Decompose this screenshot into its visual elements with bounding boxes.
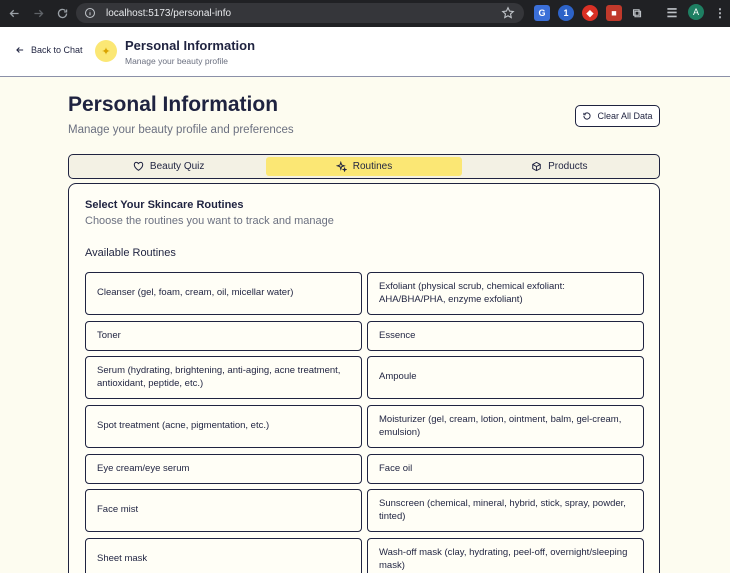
browser-toolbar — [0, 0, 730, 27]
header-title: Personal Information — [125, 38, 256, 53]
tab-list — [68, 154, 660, 179]
tab-label: Beauty Quiz — [149, 161, 205, 172]
routine-option-sunscreen[interactable]: Sunscreen (chemical, mineral, hybrid, stick, spray, powder, tinted) — [367, 489, 644, 532]
clear-all-data-label: Clear All Data — [597, 111, 653, 121]
routine-option-face-oil[interactable]: Face oil — [367, 454, 644, 484]
sparkles-icon — [336, 161, 347, 172]
box-icon — [531, 161, 542, 172]
tab-routines[interactable] — [266, 157, 461, 176]
arrow-left-icon — [15, 45, 25, 55]
routine-option-eye-cream[interactable]: Eye cream/eye serum — [85, 454, 362, 484]
profile-avatar[interactable]: A — [688, 4, 704, 20]
tab-label: Products — [548, 161, 588, 172]
bookmark-star-icon[interactable] — [501, 6, 515, 20]
tab-label: Routines — [352, 161, 393, 172]
more-menu-icon[interactable]: ⋮ — [714, 6, 726, 20]
extensions-puzzle-icon[interactable]: ⧉ — [632, 5, 642, 20]
reload-icon[interactable] — [52, 4, 72, 24]
routine-option-wash-off-mask[interactable]: Wash-off mask (clay, hydrating, peel-off, overnight/sleeping mask) — [367, 538, 644, 573]
page-subtitle: Manage your beauty profile and preferences — [68, 124, 294, 136]
back-to-chat-button[interactable] — [15, 45, 83, 55]
header-subtitle: Manage your beauty profile — [125, 56, 229, 66]
address-bar[interactable] — [76, 3, 524, 23]
routine-option-face-mist[interactable]: Face mist — [85, 489, 362, 532]
routine-option-ampoule[interactable]: Ampoule — [367, 356, 644, 399]
password-extension-icon[interactable]: 1 — [558, 5, 574, 21]
routine-option-sheet-mask[interactable]: Sheet mask — [85, 538, 362, 573]
back-arrow-icon[interactable] — [4, 4, 24, 24]
app-header — [0, 27, 730, 77]
sparkle-logo-icon: ✦ — [95, 40, 117, 62]
card-subtitle: Choose the routines you want to track and manage — [85, 215, 334, 227]
routines-card — [68, 183, 660, 573]
tab-products[interactable] — [462, 157, 657, 176]
available-routines-heading: Available Routines — [85, 247, 176, 259]
site-info-icon[interactable] — [83, 6, 97, 20]
routine-option-essence[interactable]: Essence — [367, 321, 644, 351]
heart-icon — [133, 161, 144, 172]
red-extension-icon[interactable]: ◆ — [582, 5, 598, 21]
page-title: Personal Information — [68, 93, 279, 116]
routine-option-spot-treatment[interactable]: Spot treatment (acne, pigmentation, etc.) — [85, 405, 362, 448]
rotate-ccw-icon — [582, 111, 592, 121]
url-text: localhost:5173/personal-info — [106, 7, 232, 19]
card-title: Select Your Skincare Routines — [85, 199, 244, 211]
tab-beauty-quiz[interactable] — [71, 157, 266, 176]
forward-arrow-icon[interactable] — [28, 4, 48, 24]
camera-extension-icon[interactable]: ■ — [606, 5, 622, 21]
back-to-chat-label: Back to Chat — [31, 45, 83, 55]
reading-list-icon[interactable]: ☰ — [666, 6, 678, 20]
routine-option-toner[interactable]: Toner — [85, 321, 362, 351]
routine-option-serum[interactable]: Serum (hydrating, brightening, anti-aging, acne treatment, antioxidant, peptide, etc.) — [85, 356, 362, 399]
routine-option-moisturizer[interactable]: Moisturizer (gel, cream, lotion, ointment, balm, gel-cream, emulsion) — [367, 405, 644, 448]
routine-option-exfoliant[interactable]: Exfoliant (physical scrub, chemical exfoliant: AHA/BHA/PHA, enzyme exfoliant) — [367, 272, 644, 315]
routine-option-cleanser[interactable]: Cleanser (gel, foam, cream, oil, micellar water) — [85, 272, 362, 315]
translate-extension-icon[interactable]: G — [534, 5, 550, 21]
clear-all-data-button[interactable] — [575, 105, 660, 127]
